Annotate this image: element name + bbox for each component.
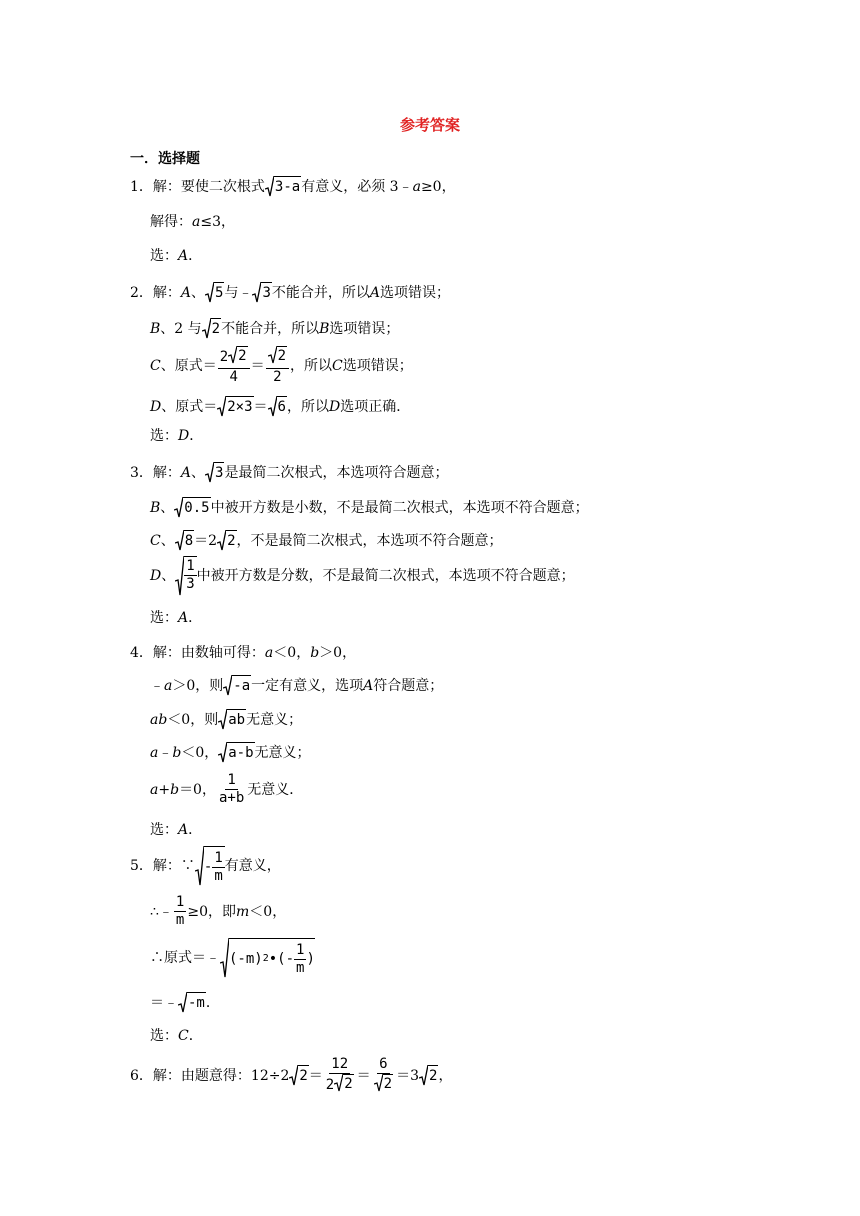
fraction: $\frac{1}{a+b}$ <box>218 772 245 806</box>
q3-line-2: B 、 0.5 中被开方数是小数，不是最简二次根式，本选项不符合题意； <box>150 497 589 519</box>
sqrt-expression: ab <box>218 709 246 731</box>
q3-line-1: 3．解： A 、 3 是最简二次根式，本选项符合题意； <box>130 462 448 484</box>
q2-line-3: C 、原式＝ 2 2 4 ＝ $\frac{2}{2}$ ，所以 C 选项错误； <box>150 348 413 385</box>
page-title: 参考答案 <box>399 116 460 134</box>
sqrt-fraction: $\frac{1}{3}$ <box>175 556 196 596</box>
sqrt-expression: 5 <box>205 282 224 304</box>
q4-line-2: ﹣ a ＞0，则 -a 一定有意义，选项 A 符合题意； <box>150 675 443 697</box>
q4-line-5: a + b ＝0， $\frac{1}{a+b}$ 无意义． <box>150 772 304 806</box>
sqrt-fraction: - $\frac{1}{m}$ <box>195 846 225 886</box>
q5-line-1: 5．解：∵ - $\frac{1}{m}$ 有意义， <box>130 846 281 886</box>
q4-line-1: 4．解：由数轴可得： a ＜0， b ＞0， <box>130 645 357 661</box>
q5-line-3: ∴原式＝﹣ (-m) 2 •(- $\frac{1}{m}$ ) <box>150 938 315 978</box>
sqrt-expression: 3-a <box>265 176 301 198</box>
fraction: $\frac{1}{m}$ <box>175 894 185 928</box>
q4-line-4: a ﹣ b ＜0， a-b 无意义； <box>150 742 311 764</box>
q2-line-4: D 、原式＝ 2×3 ＝ 6 ，所以 D 选项正确． <box>150 396 410 418</box>
sqrt-expression: 2 <box>289 1065 308 1087</box>
q1-line-2: 解得： a ≤3， <box>150 214 235 230</box>
sqrt-expression: 3 <box>252 282 271 304</box>
sqrt-expression: 2 <box>419 1065 438 1087</box>
q5-line-2: ∴﹣ $\frac{1}{m}$ ≥0，即 m ＜0， <box>150 894 287 928</box>
sqrt-expression: a-b <box>218 742 254 764</box>
sqrt-expression: 3 <box>205 462 224 484</box>
sqrt-expression: (-m) 2 •(- $\frac{1}{m}$ ) <box>220 938 315 978</box>
fraction: $\frac{6}{2}$ <box>372 1056 395 1096</box>
sqrt-expression: 2 <box>202 318 221 340</box>
q6-line-1: 6．解：由题意得：12÷2 2 ＝ 12 2 2 ＝ $\frac{6}{2}$ ＝3 2 ， <box>130 1056 452 1096</box>
sqrt-expression: 2×3 <box>217 396 253 418</box>
sqrt-expression: -a <box>223 675 251 697</box>
sqrt-expression: 8 <box>175 530 194 552</box>
q3-line-4: D 、 $\frac{1}{3}$ 中被开方数是分数，不是最简二次根式，本选项不符合题意； <box>150 556 575 596</box>
sqrt-expression: 0.5 <box>174 497 210 519</box>
fraction: 2 2 4 <box>218 346 250 386</box>
sqrt-expression: 6 <box>268 396 287 418</box>
q4-line-6: 选： A ． <box>150 822 203 838</box>
q5-line-4: ＝﹣ -m ． <box>150 992 220 1014</box>
sqrt-expression: -m <box>178 992 206 1014</box>
q2-line-5: 选： D ． <box>150 428 204 444</box>
q1-line-3: 选： A ． <box>150 248 203 264</box>
q3-line-3: C 、 8 ＝2 2 ，不是最简二次根式，本选项不符合题意； <box>150 530 503 552</box>
q2-line-1: 2．解： A 、 5 与﹣ 3 不能合并，所以 A 选项错误； <box>130 282 450 304</box>
q4-line-3: ab ＜0，则 ab 无意义； <box>150 709 302 731</box>
q3-line-5: 选： A ． <box>150 610 203 626</box>
section-heading: 一．选择题 <box>130 151 200 167</box>
q5-line-5: 选： C ． <box>150 1028 203 1044</box>
fraction: $\frac{2}{2}$ <box>266 346 289 386</box>
q1-line-1: 1．解：要使二次根式 3-a 有意义，必须 3﹣ a ≥0， <box>130 176 456 198</box>
q2-line-2: B 、2 与 2 不能合并，所以 B 选项错误； <box>150 318 399 340</box>
sqrt-expression: 2 <box>217 530 236 552</box>
fraction: 12 2 2 <box>324 1056 356 1096</box>
